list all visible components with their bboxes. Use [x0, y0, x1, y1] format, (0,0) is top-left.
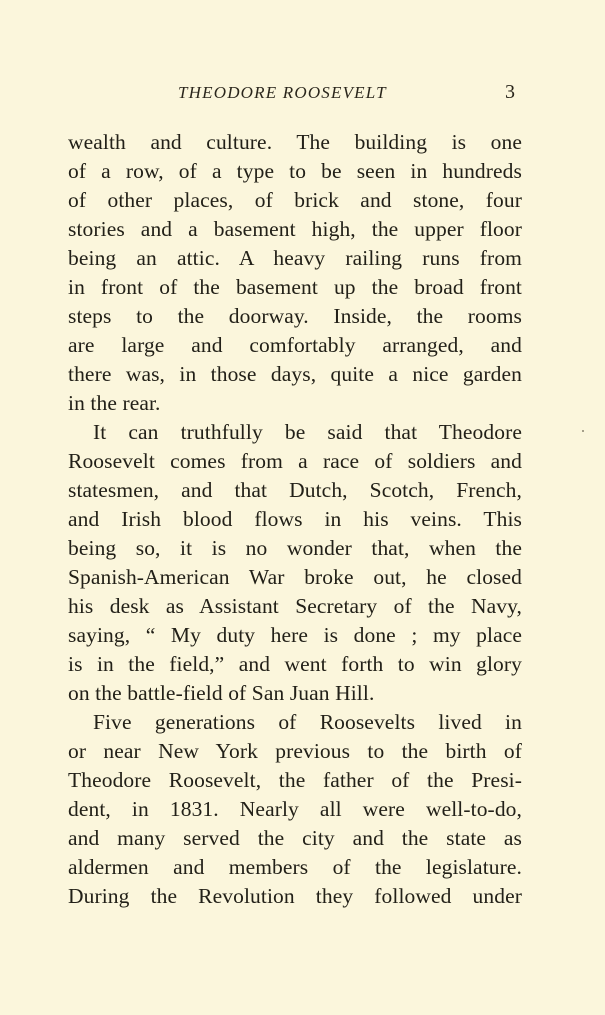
text-line: is in the field,” and went forth to win glory: [68, 652, 522, 676]
text-line: It can truthfully be said that Theodore: [93, 420, 522, 444]
text-line: being an attic. A heavy railing runs from: [68, 246, 522, 270]
text-line: dent, in 1831. Nearly all were well-to-do,: [68, 797, 522, 821]
text-line: stories and a basement high, the upper floor: [68, 217, 522, 241]
paper-speck: [582, 430, 584, 432]
text-line: there was, in those days, quite a nice garden: [68, 362, 522, 386]
text-line: being so, it is no wonder that, when the: [68, 536, 522, 560]
body-text: [68, 128, 522, 911]
text-line: in front of the basement up the broad front: [68, 275, 522, 299]
text-line: and Irish blood flows in his veins. This: [68, 507, 522, 531]
text-line: on the battle-field of San Juan Hill.: [68, 681, 375, 705]
text-line: his desk as Assistant Secretary of the Navy,: [68, 594, 522, 618]
text-line: aldermen and members of the legislature.: [68, 855, 522, 879]
running-title: THEODORE ROOSEVELT: [178, 83, 387, 102]
text-line: statesmen, and that Dutch, Scotch, French,: [68, 478, 522, 502]
text-line: During the Revolution they followed under: [68, 884, 522, 908]
text-line: in the rear.: [68, 391, 161, 415]
text-line: of other places, of brick and stone, four: [68, 188, 522, 212]
text-line: steps to the doorway. Inside, the rooms: [68, 304, 522, 328]
text-line: of a row, of a type to be seen in hundreds: [68, 159, 522, 183]
text-line: Five generations of Roosevelts lived in: [93, 710, 522, 734]
text-line: wealth and culture. The building is one: [68, 130, 522, 154]
text-line: are large and comfortably arranged, and: [68, 333, 522, 357]
text-line: and many served the city and the state as: [68, 826, 522, 850]
text-line: Roosevelt comes from a race of soldiers and: [68, 449, 522, 473]
page-number: 3: [505, 81, 515, 103]
text-line: Theodore Roosevelt, the father of the Presi-: [68, 768, 522, 792]
text-line: saying, “ My duty here is done ; my place: [68, 623, 522, 647]
text-line: or near New York previous to the birth of: [68, 739, 522, 763]
text-line: Spanish-American War broke out, he closed: [68, 565, 522, 589]
